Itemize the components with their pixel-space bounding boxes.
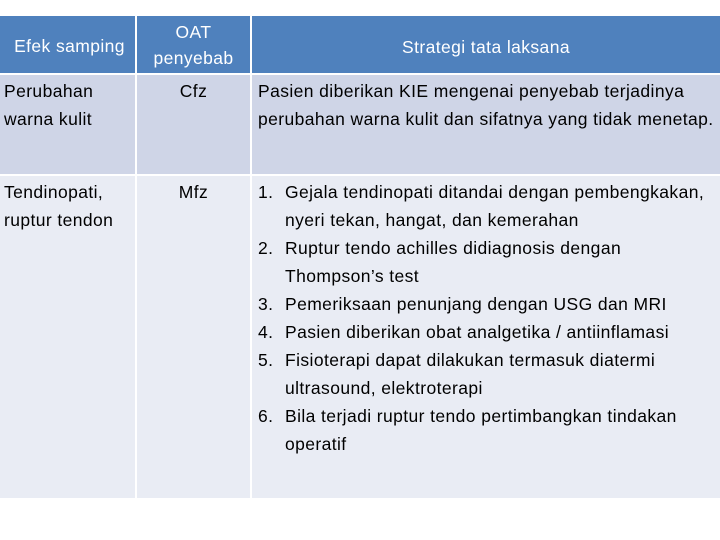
header-oat-penyebab <box>135 16 250 73</box>
header-efek-samping <box>0 16 135 73</box>
list-text: Bila terjadi ruptur tendo pertimbangkan tindakan operatif <box>285 406 677 454</box>
oat-text: Mfz <box>178 182 209 202</box>
list-text: Ruptur tendo achilles didiagnosis dengan Thompson’s test <box>285 238 622 286</box>
strategi-text: Pasien diberikan KIE mengenai penyebab terjadinya perubahan warna kulit dan sifatnya yang tidak menetap. <box>258 81 714 129</box>
list-item <box>258 290 714 318</box>
list-number: 2. <box>258 238 274 258</box>
cell-strategi-row1 <box>250 75 720 174</box>
cell-efek-row2 <box>0 176 135 498</box>
list-number: 6. <box>258 406 274 426</box>
strategy-list <box>258 178 714 458</box>
list-number: 4. <box>258 322 274 342</box>
efek-text: Tendinopati, ruptur tendon <box>4 182 114 230</box>
list-item <box>258 402 714 458</box>
list-number: 3. <box>258 294 274 314</box>
list-item <box>258 318 714 346</box>
list-text: Pasien diberikan obat analgetika / antiinflamasi <box>285 322 670 342</box>
list-item <box>258 178 714 234</box>
header-label: OAT penyebab <box>153 21 234 68</box>
list-number: 1. <box>258 182 274 202</box>
oat-text: Cfz <box>179 81 208 101</box>
cell-oat-row1 <box>135 75 250 174</box>
cell-efek-row1 <box>0 75 135 174</box>
list-item <box>258 234 714 290</box>
cell-strategi-row2 <box>250 176 720 498</box>
header-label: Efek samping <box>14 35 125 56</box>
list-item <box>258 346 714 402</box>
list-text: Pemeriksaan penunjang dengan USG dan MRI <box>285 294 667 314</box>
cell-oat-row2 <box>135 176 250 498</box>
header-label: Strategi tata laksana <box>402 36 570 57</box>
list-text: Fisioterapi dapat dilakukan termasuk diatermi ultrasound, elektroterapi <box>285 350 656 398</box>
side-effects-table <box>0 16 720 498</box>
list-text: Gejala tendinopati ditandai dengan pembengkakan, nyeri tekan, hangat, dan kemerahan <box>285 182 705 230</box>
header-strategi <box>250 16 720 73</box>
efek-text: Perubahan warna kulit <box>4 81 94 129</box>
list-number: 5. <box>258 350 274 370</box>
